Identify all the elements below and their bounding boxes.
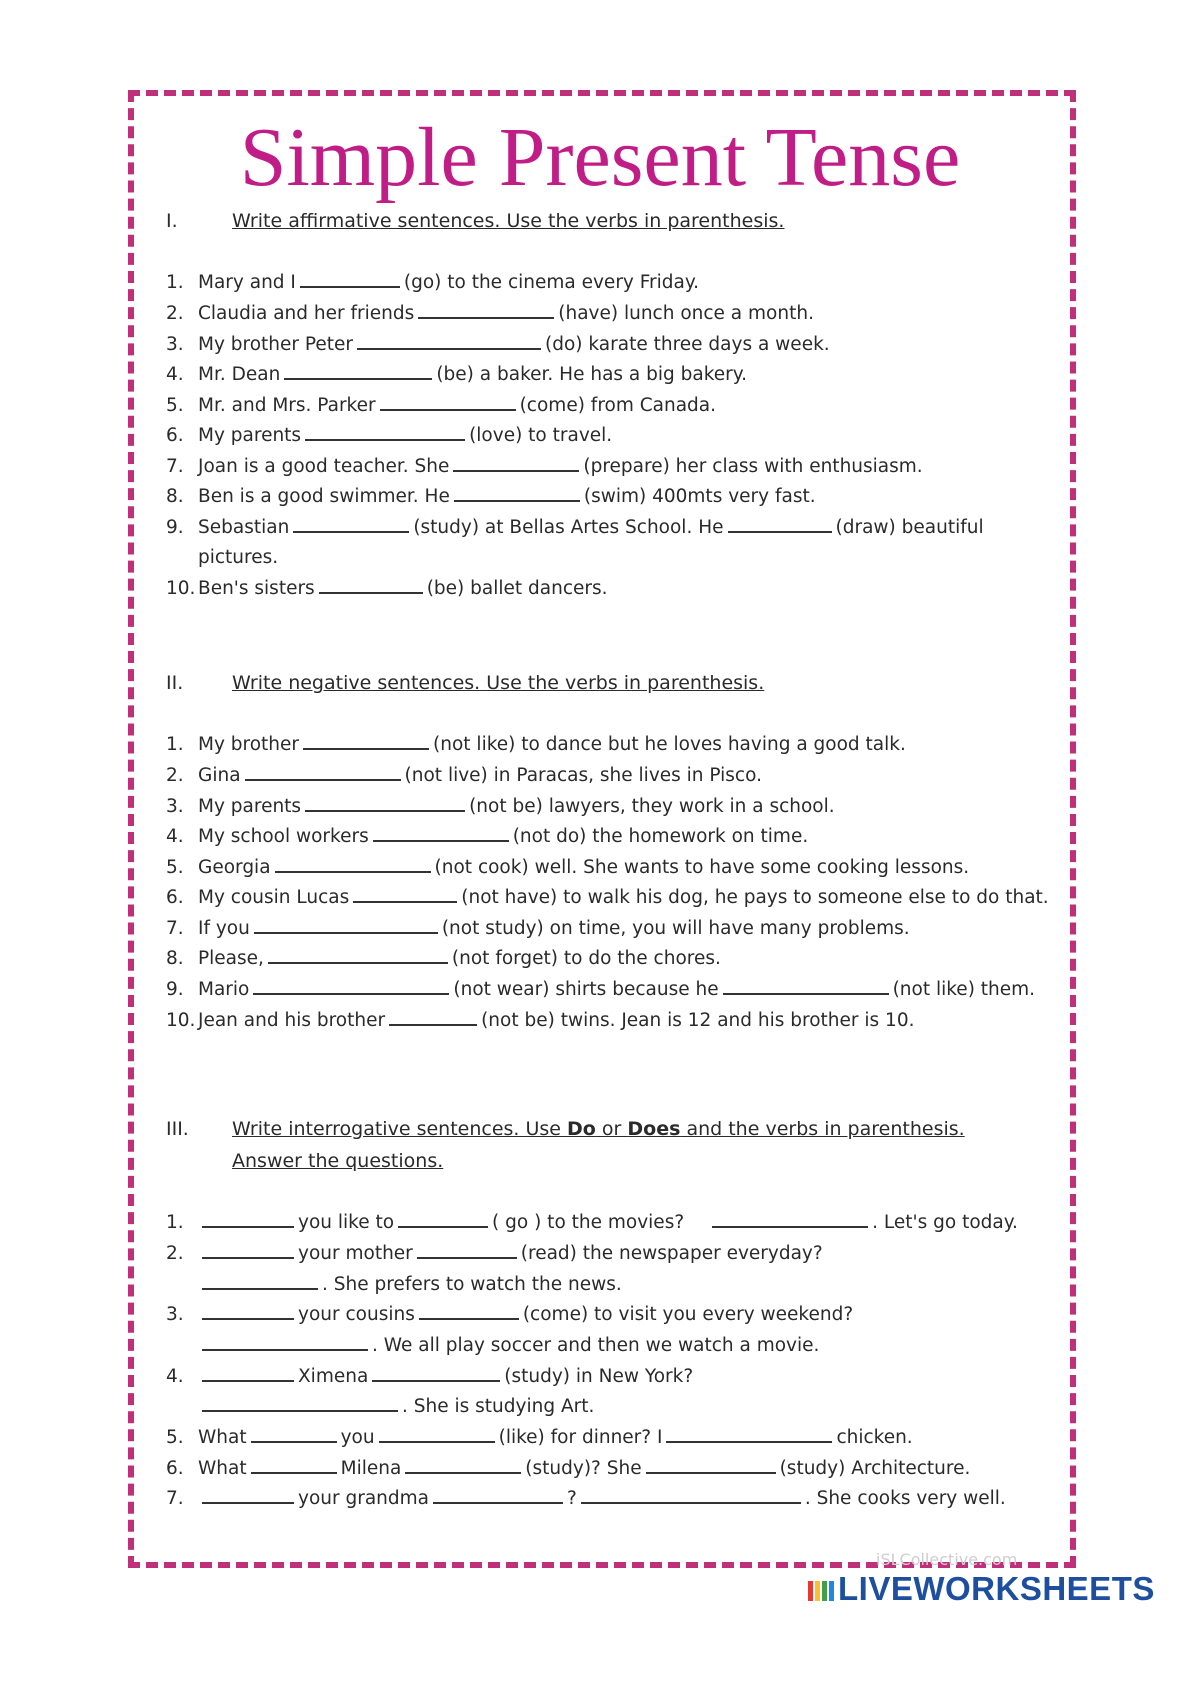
item-text: (not like) them. — [892, 979, 1036, 1000]
answer-blank[interactable] — [202, 1331, 368, 1351]
item-number: 2. — [166, 303, 184, 324]
answer-blank[interactable] — [353, 883, 457, 903]
answer-blank[interactable] — [202, 1208, 294, 1228]
item-text: Mr. and Mrs. Parker — [198, 395, 376, 416]
item-text: (not cook) well. She wants to have some cooking lessons. — [434, 857, 970, 878]
list-item — [166, 1270, 622, 1298]
answer-blank[interactable] — [728, 513, 832, 533]
item-text: (draw) beautiful — [835, 517, 984, 538]
answer-blank[interactable] — [202, 1270, 318, 1290]
item-text: . Let's go today. — [872, 1212, 1018, 1233]
list-item — [166, 730, 906, 758]
liveworksheets-icon — [808, 1579, 834, 1603]
item-text: Mario — [198, 979, 250, 1000]
item-text: (love) to travel. — [469, 425, 613, 446]
answer-blank[interactable] — [357, 330, 541, 350]
item-text: Ben is a good swimmer. He — [198, 486, 450, 507]
answer-blank[interactable] — [453, 452, 579, 472]
item-text: (come) to visit you every weekend? — [522, 1304, 854, 1325]
item-number: 7. — [166, 456, 184, 477]
item-number: 10. — [166, 578, 196, 599]
answer-blank[interactable] — [202, 1484, 294, 1504]
answer-blank[interactable] — [723, 975, 889, 995]
item-number: 6. — [166, 425, 184, 446]
item-text: My parents — [198, 796, 302, 817]
item-text: (study)? She — [525, 1458, 642, 1479]
answer-blank[interactable] — [251, 1454, 337, 1474]
item-number: 2. — [166, 765, 184, 786]
item-text: Please, — [198, 948, 264, 969]
list-item — [166, 391, 716, 419]
answer-blank[interactable] — [284, 360, 432, 380]
section-instruction-2: Answer the questions. — [232, 1150, 444, 1172]
item-text: (be) ballet dancers. — [426, 578, 608, 599]
item-text: My brother — [198, 734, 300, 755]
item-text: (not be) lawyers, they work in a school. — [469, 796, 835, 817]
item-text: pictures. — [198, 547, 279, 568]
answer-blank[interactable] — [373, 822, 509, 842]
answer-blank[interactable] — [303, 730, 429, 750]
list-item — [166, 792, 835, 820]
logo-text: LIVEWORKSHEETS — [838, 1570, 1155, 1607]
answer-blank[interactable] — [254, 914, 438, 934]
item-text: Ximena — [298, 1366, 369, 1387]
item-text: Georgia — [198, 857, 271, 878]
list-item — [166, 1208, 1018, 1236]
list-item — [166, 883, 1049, 911]
answer-blank[interactable] — [251, 1423, 337, 1443]
item-text: What — [198, 1427, 247, 1448]
list-item — [166, 482, 816, 510]
list-item — [166, 330, 830, 358]
list-item — [166, 1300, 853, 1328]
answer-blank[interactable] — [418, 299, 554, 319]
item-text: (study) Architecture. — [779, 1458, 971, 1479]
list-item — [166, 1454, 970, 1482]
item-number: 3. — [166, 334, 184, 355]
item-text: (prepare) her class with enthusiasm. — [583, 456, 923, 477]
item-text: ? — [567, 1488, 577, 1509]
answer-blank[interactable] — [305, 792, 465, 812]
answer-blank[interactable] — [380, 391, 516, 411]
item-number: 7. — [166, 918, 184, 939]
answer-blank[interactable] — [202, 1239, 294, 1259]
section-instruction: Write negative sentences. Use the verbs in parenthesis. — [232, 672, 765, 694]
item-number: 8. — [166, 486, 184, 507]
list-item — [166, 761, 762, 789]
item-text: you like to — [298, 1212, 395, 1233]
list-item — [166, 1006, 914, 1034]
item-text: . She is studying Art. — [402, 1396, 595, 1417]
item-text: Joan is a good teacher. She — [198, 456, 450, 477]
list-item — [166, 822, 808, 850]
answer-blank[interactable] — [712, 1208, 868, 1228]
item-number: 3. — [166, 1304, 184, 1325]
instruction-text: or — [595, 1118, 628, 1140]
item-text: (not have) to walk his dog, he pays to someone else to do that. — [461, 887, 1049, 908]
list-item — [166, 1392, 594, 1420]
list-item — [166, 544, 278, 572]
list-item — [166, 360, 747, 388]
item-number: 8. — [166, 948, 184, 969]
section-number: III. — [166, 1118, 189, 1140]
list-item — [166, 944, 721, 972]
item-text: chicken. — [836, 1427, 913, 1448]
answer-blank[interactable] — [433, 1484, 563, 1504]
item-text: (come) from Canada. — [519, 395, 717, 416]
instruction-text: Write interrogative sentences. Use — [232, 1118, 568, 1140]
list-item — [166, 1484, 1006, 1512]
answer-blank[interactable] — [581, 1484, 801, 1504]
instruction-text: and the verbs in parenthesis. — [680, 1118, 965, 1140]
list-item — [166, 1423, 913, 1451]
item-text: Sebastian — [198, 517, 290, 538]
list-item — [166, 975, 1035, 1003]
item-text: (read) the newspaper everyday? — [520, 1243, 823, 1264]
item-text: (have) lunch once a month. — [558, 303, 814, 324]
item-text: Mr. Dean — [198, 364, 281, 385]
answer-blank[interactable] — [389, 1006, 477, 1026]
item-number: 1. — [166, 734, 184, 755]
item-text: . She cooks very well. — [804, 1488, 1006, 1509]
answer-blank[interactable] — [245, 761, 401, 781]
answer-blank[interactable] — [454, 482, 580, 502]
item-text: (not live) in Paracas, she lives in Pisco. — [404, 765, 762, 786]
item-text: (not wear) shirts because he — [453, 979, 719, 1000]
answer-blank[interactable] — [202, 1300, 294, 1320]
answer-blank[interactable] — [419, 1300, 519, 1320]
section-instruction — [232, 1118, 965, 1140]
list-item — [166, 574, 608, 602]
item-number: 6. — [166, 887, 184, 908]
item-number: 1. — [166, 272, 184, 293]
answer-blank[interactable] — [398, 1208, 488, 1228]
instruction-does: Does — [627, 1118, 681, 1140]
item-number: 10. — [166, 1010, 196, 1031]
item-number: 4. — [166, 1366, 184, 1387]
item-text: (study) at Bellas Artes School. He — [413, 517, 724, 538]
list-item — [166, 452, 923, 480]
item-number: 7. — [166, 1488, 184, 1509]
item-text: (not study) on time, you will have many problems. — [441, 918, 910, 939]
list-item — [166, 1331, 819, 1359]
watermark: iSLCollective.com — [876, 1550, 1018, 1569]
answer-blank[interactable] — [275, 853, 431, 873]
list-item — [166, 513, 984, 541]
item-number: 5. — [166, 1427, 184, 1448]
item-number: 5. — [166, 857, 184, 878]
answer-blank[interactable] — [405, 1454, 521, 1474]
answer-blank[interactable] — [300, 268, 400, 288]
answer-blank[interactable] — [202, 1392, 398, 1412]
item-text: Claudia and her friends — [198, 303, 415, 324]
list-item — [166, 1362, 693, 1390]
item-number: 4. — [166, 826, 184, 847]
item-text: My cousin Lucas — [198, 887, 350, 908]
answer-blank[interactable] — [319, 574, 423, 594]
item-text: (be) a baker. He has a big bakery. — [436, 364, 747, 385]
item-text: your cousins — [298, 1304, 415, 1325]
page-title: Simple Present Tense — [239, 111, 961, 204]
item-number: 1. — [166, 1212, 184, 1233]
item-number: 2. — [166, 1243, 184, 1264]
item-number: 6. — [166, 1458, 184, 1479]
answer-blank[interactable] — [305, 421, 465, 441]
instruction-do: Do — [567, 1118, 596, 1140]
item-number: 9. — [166, 979, 184, 1000]
section-instruction: Write affirmative sentences. Use the verbs in parenthesis. — [232, 210, 785, 232]
item-number: 3. — [166, 796, 184, 817]
list-item — [166, 1239, 823, 1267]
item-text: ( go ) to the movies? — [492, 1212, 685, 1233]
item-text: your grandma — [298, 1488, 429, 1509]
item-text: (not forget) to do the chores. — [451, 948, 721, 969]
list-item — [166, 299, 814, 327]
item-text: Milena — [340, 1458, 402, 1479]
answer-blank[interactable] — [379, 1423, 495, 1443]
item-text: you — [340, 1427, 375, 1448]
answer-blank[interactable] — [646, 1454, 776, 1474]
item-text: (do) karate three days a week. — [545, 334, 830, 355]
item-text: your mother — [298, 1243, 413, 1264]
item-text: Mary and I — [198, 272, 296, 293]
answer-blank[interactable] — [253, 975, 449, 995]
item-number: 9. — [166, 517, 184, 538]
item-text: (like) for dinner? I — [498, 1427, 663, 1448]
list-item — [166, 853, 969, 881]
item-text: If you — [198, 918, 250, 939]
list-item — [166, 421, 612, 449]
answer-blank[interactable] — [372, 1362, 500, 1382]
item-number: 4. — [166, 364, 184, 385]
answer-blank[interactable] — [268, 944, 448, 964]
answer-blank[interactable] — [202, 1362, 294, 1382]
liveworksheets-logo[interactable] — [808, 1567, 1155, 1611]
answer-blank[interactable] — [417, 1239, 517, 1259]
item-text: My brother Peter — [198, 334, 354, 355]
section-number: II. — [166, 672, 184, 694]
item-text: (not do) the homework on time. — [512, 826, 809, 847]
item-text: (swim) 400mts very fast. — [583, 486, 816, 507]
item-number: 5. — [166, 395, 184, 416]
item-text: (not be) twins. Jean is 12 and his brother is 10. — [481, 1010, 915, 1031]
item-text: (study) in New York? — [504, 1366, 694, 1387]
item-text: What — [198, 1458, 247, 1479]
item-text: . She prefers to watch the news. — [322, 1274, 622, 1295]
item-text: Gina — [198, 765, 241, 786]
answer-blank[interactable] — [293, 513, 409, 533]
item-text: My school workers — [198, 826, 369, 847]
item-text: Ben's sisters — [198, 578, 315, 599]
item-text: (not like) to dance but he loves having a good talk. — [433, 734, 906, 755]
item-text: . We all play soccer and then we watch a movie. — [372, 1335, 820, 1356]
answer-blank[interactable] — [666, 1423, 832, 1443]
list-item — [166, 914, 910, 942]
item-text: (go) to the cinema every Friday. — [403, 272, 700, 293]
item-text: My parents — [198, 425, 302, 446]
list-item — [166, 268, 699, 296]
section-number: I. — [166, 210, 178, 232]
item-text: Jean and his brother — [198, 1010, 386, 1031]
